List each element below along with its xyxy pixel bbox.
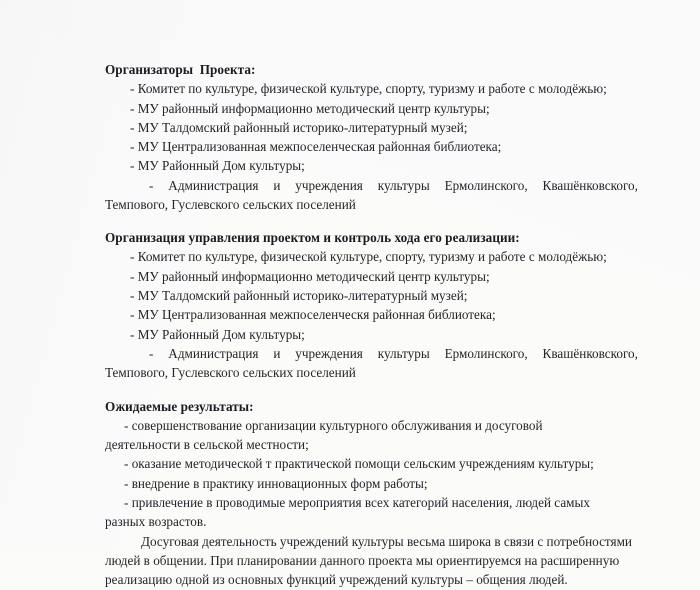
section-spacer: [105, 214, 638, 228]
justified-word: Квашёнковского,: [542, 345, 638, 361]
dash-marker: -: [149, 345, 154, 361]
results-list: [105, 454, 638, 512]
justified-word: Ермолинского,: [444, 345, 528, 361]
list-item: - Комитет по культуре, физической культуре, спорту, туризму и работе с молодёжью;: [130, 81, 607, 97]
list-item: - совершенствование организации культурного обслуживания и досуговой: [124, 417, 543, 433]
document-body: [105, 60, 638, 590]
list-item: - Комитет по культуре, физической культуре, спорту, туризму и работе с молодёжью;: [130, 249, 607, 265]
justified-word: культуры: [377, 345, 430, 361]
list-item: - оказание методической т практической помощи сельским учреждениям культуры;: [124, 456, 594, 472]
section-heading-results: Ожидаемые результаты:: [105, 398, 254, 414]
management-administration-entry: [105, 344, 638, 383]
justified-word: учреждения: [295, 177, 363, 193]
list-item: - МУ Районный Дом культуры;: [130, 158, 305, 174]
justified-word: Администрация: [168, 177, 259, 193]
justified-line: [124, 176, 638, 195]
results-wrap-line: [105, 435, 638, 454]
list-item: - МУ Районный Дом культуры;: [130, 326, 305, 342]
list-item: - МУ Централизованная межпоселенческая районная библиотека;: [130, 139, 502, 155]
section-management: [105, 228, 638, 382]
management-list: [105, 247, 638, 343]
justified-word: и: [273, 345, 281, 361]
organizers-administration-entry: [105, 176, 638, 215]
list-item: - привлечение в проводимые мероприятия всех категорий населения, людей самых: [124, 494, 590, 510]
dash-marker: -: [149, 177, 154, 193]
justified-word: Администрация: [168, 345, 259, 361]
list-item: - МУ Талдомский районный историко-литературный музей;: [130, 288, 468, 304]
section-heading-organizers: Организаторы Проекта:: [105, 62, 256, 77]
justified-word: Квашёнковского,: [542, 177, 638, 193]
justified-continuation-line: Темпового, Гуслевского сельских поселений: [105, 196, 356, 212]
section-heading-management: Организация управления проектом и контроль хода его реализации:: [105, 230, 520, 246]
list-item: - МУ районный информационно методический центр культуры;: [130, 100, 490, 116]
organizers-list: [105, 79, 638, 175]
results-list: [105, 416, 638, 435]
closing-paragraph: Досуговая деятельность учреждений культуры весьма широка в связи с потребностями людей в общении. При планировании данного проекта мы ориентируемся на расширенную реализацию одной из основных функций учреждений культуры – общения людей.: [105, 533, 632, 588]
list-item: - МУ Централизованная межпоселенческя районная библиотека;: [130, 307, 496, 323]
justified-word: учреждения: [295, 345, 363, 361]
wrap-text: деятельности в сельской местности;: [105, 437, 309, 453]
list-item: - внедрение в практику инновационных форм работы;: [124, 475, 428, 491]
list-item: - МУ районный информационно методический центр культуры;: [130, 268, 490, 284]
section-organizers: [105, 60, 638, 214]
section-spacer: [105, 383, 638, 397]
list-item: - МУ Талдомский районный историко-литературный музей;: [130, 119, 468, 135]
justified-word: Ермолинского,: [444, 177, 528, 193]
justified-line: [124, 344, 638, 363]
results-wrap-line: [105, 512, 638, 531]
justified-continuation-line: Темпового, Гуслевского сельских поселений: [105, 365, 356, 381]
justified-word: и: [273, 177, 281, 193]
section-expected-results: [105, 397, 638, 590]
wrap-text: разных возрастов.: [105, 514, 207, 530]
justified-word: культуры: [377, 177, 430, 193]
